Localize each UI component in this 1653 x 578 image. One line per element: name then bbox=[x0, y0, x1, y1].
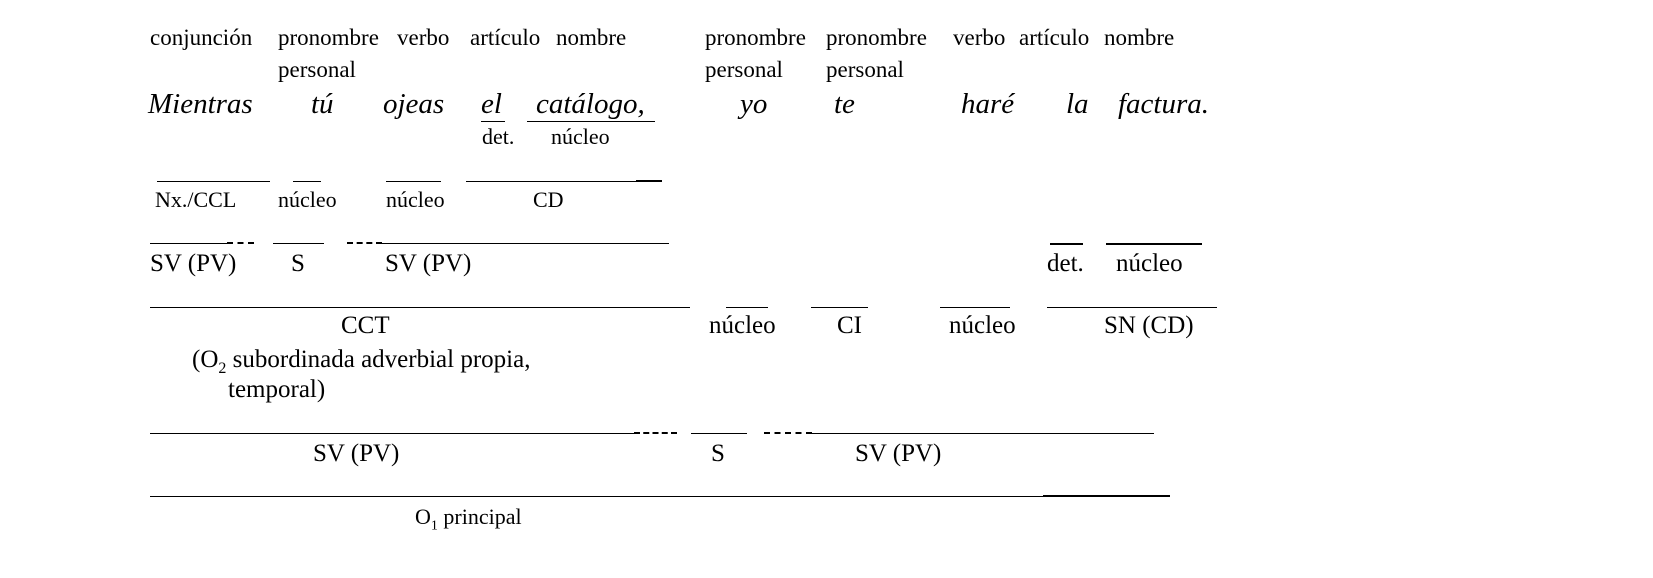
bracket-sv-pv-sub-2 bbox=[382, 243, 669, 244]
pos-tag-articulo-el: artículo bbox=[470, 25, 541, 50]
label-o1-sub: 1 bbox=[430, 518, 438, 534]
pos-tag-verbo-ojeas: verbo bbox=[397, 25, 450, 50]
bracket-sv-pv-main-2 bbox=[812, 433, 1154, 434]
word-mientras: Mientras bbox=[148, 88, 253, 120]
cct-description-sub: 2 bbox=[218, 360, 227, 377]
label-nucleo-hare: núcleo bbox=[949, 312, 1016, 339]
pos-tag-nombre-catalogo: nombre bbox=[556, 25, 627, 50]
bracket-nucleo-ojeas bbox=[386, 181, 441, 182]
cct-description bbox=[192, 347, 530, 377]
pos-tag-pronombre-te: pronombre bbox=[826, 25, 927, 50]
label-sv-pv-sub-1: SV (PV) bbox=[150, 250, 237, 277]
bracket-nucleo-hare bbox=[940, 307, 1010, 308]
word-hare: haré bbox=[961, 88, 1015, 120]
bracket-cct bbox=[150, 307, 690, 308]
pos-subtag-personal-tu: personal bbox=[278, 57, 356, 82]
dash-sv-pv-main-2 bbox=[764, 432, 812, 434]
label-cd: CD bbox=[533, 187, 564, 212]
cct-description-open: (O bbox=[192, 346, 219, 373]
bracket-s-sub bbox=[273, 243, 324, 244]
label-nucleo-factura: núcleo bbox=[1116, 250, 1183, 277]
bracket-sn-cd bbox=[1047, 307, 1217, 308]
bracket-s-main bbox=[691, 433, 747, 434]
label-nucleo-ojeas: núcleo bbox=[386, 187, 445, 212]
bracket-nucleo-factura bbox=[1106, 243, 1202, 245]
label-sv-pv-main-2: SV (PV) bbox=[855, 440, 942, 467]
label-cct: CCT bbox=[341, 312, 390, 339]
bracket-ci bbox=[811, 307, 868, 308]
bracket-o1-principal-end bbox=[1043, 495, 1170, 497]
bracket-nx-ccl bbox=[157, 181, 270, 182]
label-sv-pv-sub-2: SV (PV) bbox=[385, 250, 472, 277]
word-factura: factura. bbox=[1118, 88, 1210, 120]
pos-tag-verbo-hare: verbo bbox=[953, 25, 1006, 50]
label-s-main: S bbox=[711, 440, 725, 467]
bracket-cd-end bbox=[636, 180, 662, 182]
label-s-sub: S bbox=[291, 250, 305, 277]
label-o1-main: O bbox=[415, 504, 431, 529]
dash-sv-pv-sub-1 bbox=[227, 242, 254, 244]
dash-sv-pv-main-1 bbox=[634, 432, 677, 434]
bracket-o1-principal bbox=[150, 496, 1043, 497]
dash-sv-pv-sub-2 bbox=[347, 242, 382, 244]
cct-description-rest: subordinada adverbial propia, bbox=[226, 346, 531, 373]
pos-tag-conjuncion: conjunción bbox=[150, 25, 253, 50]
word-catalogo: catálogo, bbox=[536, 88, 645, 120]
bracket-cd bbox=[466, 181, 636, 182]
word-yo: yo bbox=[740, 88, 768, 120]
pos-tag-pronombre-tu: pronombre bbox=[278, 25, 379, 50]
bracket-sv-pv-main-1 bbox=[150, 433, 634, 434]
word-la: la bbox=[1066, 88, 1089, 120]
bracket-nucleo-tu bbox=[293, 181, 321, 182]
label-nucleo-tu: núcleo bbox=[278, 187, 337, 212]
pos-tag-articulo-la: artículo bbox=[1019, 25, 1090, 50]
label-nucleo-catalogo: núcleo bbox=[551, 124, 610, 149]
label-det-el: det. bbox=[482, 124, 515, 149]
label-nucleo-yo: núcleo bbox=[709, 312, 776, 339]
word-te: te bbox=[834, 88, 855, 120]
underline-catalogo bbox=[527, 121, 655, 122]
pos-subtag-personal-yo: personal bbox=[705, 57, 783, 82]
label-det-la: det. bbox=[1047, 250, 1084, 277]
label-ci: CI bbox=[837, 312, 862, 339]
word-el: el bbox=[481, 88, 502, 120]
bracket-sv-pv-sub-1 bbox=[150, 243, 227, 244]
word-tu: tú bbox=[311, 88, 334, 120]
bracket-det-la bbox=[1050, 243, 1083, 245]
label-nx-ccl: Nx./CCL bbox=[155, 187, 237, 212]
pos-tag-pronombre-yo: pronombre bbox=[705, 25, 806, 50]
pos-subtag-personal-te: personal bbox=[826, 57, 904, 82]
bracket-nucleo-yo bbox=[726, 307, 768, 308]
word-ojeas: ojeas bbox=[383, 88, 445, 120]
label-sn-cd: SN (CD) bbox=[1104, 312, 1194, 339]
label-sv-pv-main-1: SV (PV) bbox=[313, 440, 400, 467]
label-o1-principal bbox=[415, 506, 522, 533]
underline-el bbox=[481, 121, 505, 122]
cct-description-line2: temporal) bbox=[228, 376, 326, 403]
pos-tag-nombre-factura: nombre bbox=[1104, 25, 1175, 50]
label-o1-rest: principal bbox=[437, 504, 522, 529]
